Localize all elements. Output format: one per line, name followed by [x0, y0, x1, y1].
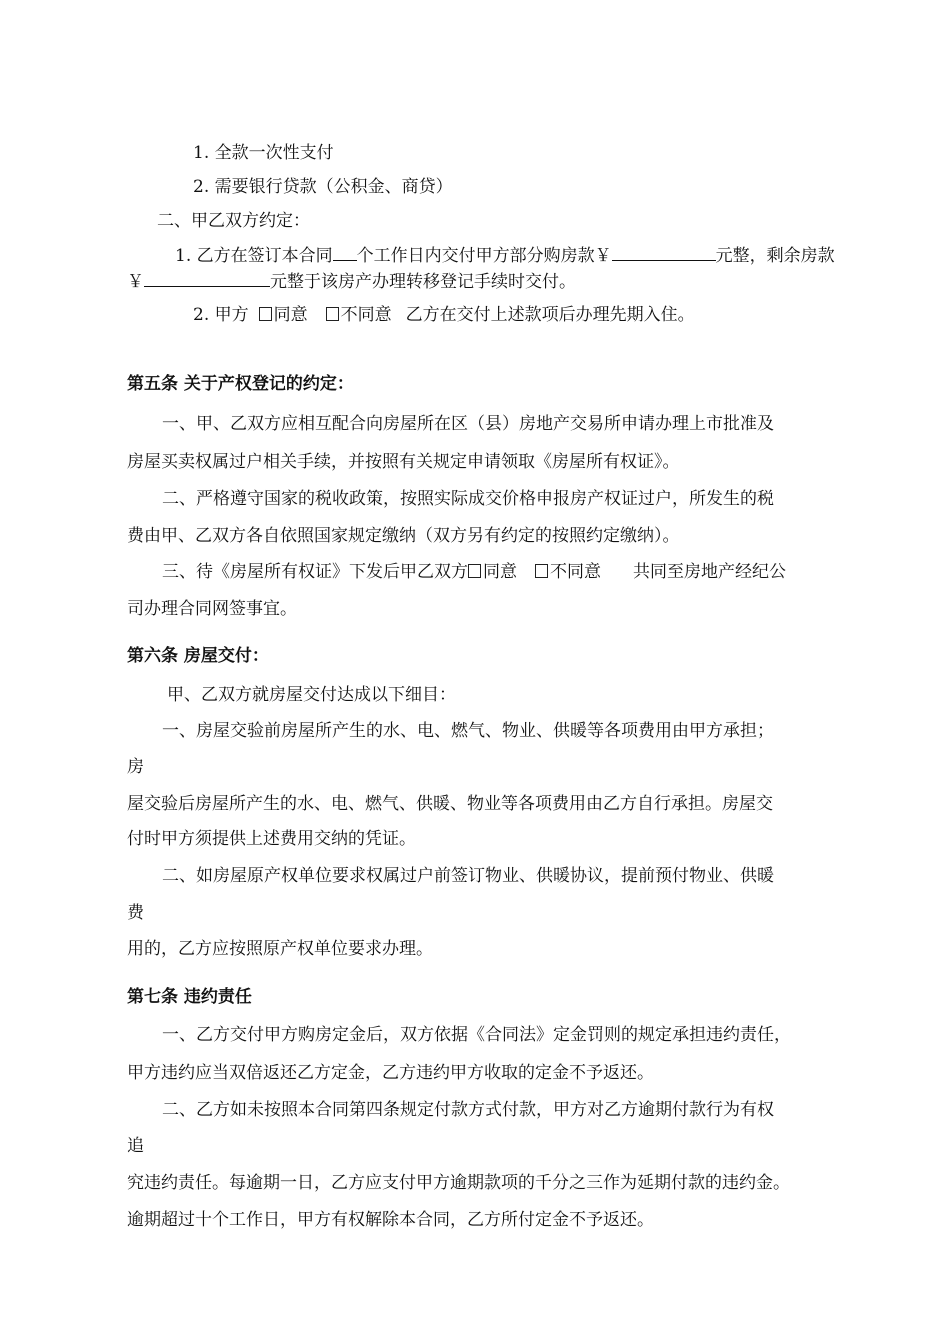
- article6-p1-line3: 屋交验后房屋所产生的水、电、燃气、供暖、物业等各项费用由乙方自行承担。房屋交: [127, 794, 773, 814]
- article7-p1-line1: 一、乙方交付甲方购房定金后，双方依据《合同法》定金罚则的规定承担违约责任，: [162, 1025, 791, 1045]
- article5-heading: 第五条 关于产权登记的约定：: [127, 374, 354, 394]
- article7-heading: 第七条 违约责任: [127, 987, 252, 1007]
- item1-text-c: 元整，剩余房款: [715, 246, 835, 266]
- agree-label: 同意: [483, 562, 517, 582]
- agree-checkbox[interactable]: [468, 564, 481, 578]
- article5-p2-line1: 二、严格遵守国家的税收政策，按照实际成交价格申报房产权证过户，所发生的税: [162, 489, 774, 509]
- article7-p1-line2: 甲方违约应当双倍返还乙方定金，乙方违约甲方收取的定金不予返还。: [127, 1063, 654, 1083]
- article5-p3-line2: 司办理合同网签事宜。: [127, 599, 297, 619]
- workdays-blank: [333, 243, 357, 261]
- article6-p1-line4: 付时甲方须提供上述费用交纳的凭证。: [127, 829, 416, 849]
- article5-p3-line1: [162, 560, 786, 584]
- article5-p1-line2: 房屋买卖权属过户相关手续，并按照有关规定申请领取《房屋所有权证》。: [127, 452, 680, 472]
- section2-title: 二、甲乙双方约定：: [157, 211, 310, 231]
- article6-p1-line1: 一、房屋交验前房屋所产生的水、电、燃气、物业、供暖等各项费用由甲方承担；: [162, 721, 774, 741]
- partial-payment-blank: [612, 243, 716, 261]
- article7-p2-line4: 逾期超过十个工作日，甲方有权解除本合同，乙方所付定金不予返还。: [127, 1210, 654, 1230]
- article6-intro: 甲、乙双方就房屋交付达成以下细目：: [167, 685, 456, 705]
- agree-label: 同意: [273, 305, 308, 325]
- p3-text-a: 三、待《房屋所有权证》下发后甲乙双方: [162, 562, 468, 582]
- article6-p2-line1: 二、如房屋原产权单位要求权属过户前签订物业、供暖协议，提前预付物业、供暖: [162, 866, 774, 886]
- yuan-symbol: ￥: [127, 272, 144, 292]
- item1-text-e: 元整于该房产办理转移登记手续时交付。: [270, 272, 576, 292]
- section2-item1-line2: [127, 269, 576, 294]
- article5-p1-line1: 一、甲、乙双方应相互配合向房屋所在区（县）房地产交易所申请办理上市批准及: [162, 414, 774, 434]
- disagree-checkbox[interactable]: [535, 564, 548, 578]
- item1-text-b: 个工作日内交付甲方部分购房款￥: [356, 246, 612, 266]
- article7-p2-line1: 二、乙方如未按照本合同第四条规定付款方式付款，甲方对乙方逾期付款行为有权: [162, 1100, 774, 1120]
- item1-text-a: 1. 乙方在签订本合同: [175, 246, 333, 266]
- payment-option-1: 1. 全款一次性支付: [193, 143, 334, 163]
- article6-p2-line3: 用的，乙方应按照原产权单位要求办理。: [127, 939, 433, 959]
- disagree-label: 不同意: [340, 305, 392, 325]
- article6-heading: 第六条 房屋交付：: [127, 646, 269, 666]
- disagree-label: 不同意: [550, 562, 601, 582]
- section2-item1-line1: [175, 243, 835, 268]
- payment-option-2: 2. 需要银行贷款（公积金、商贷）: [193, 177, 453, 197]
- article7-p2-line2: 追: [127, 1136, 144, 1156]
- article6-p2-line2: 费: [127, 903, 144, 923]
- item2-text-b: 乙方在交付上述款项后办理先期入住。: [405, 305, 695, 325]
- article5-p2-line2: 费由甲、乙双方各自依照国家规定缴纳（双方另有约定的按照约定缴纳）。: [127, 526, 680, 546]
- agree-checkbox[interactable]: [259, 307, 272, 321]
- article7-p2-line3: 究违约责任。每逾期一日，乙方应支付甲方逾期款项的千分之三作为延期付款的违约金。: [127, 1173, 790, 1193]
- section2-item2: [193, 303, 695, 327]
- item2-text-a: 2. 甲方: [193, 305, 249, 325]
- remaining-payment-blank: [144, 269, 270, 287]
- p3-text-b: 共同至房地产经纪公: [633, 562, 786, 582]
- disagree-checkbox[interactable]: [326, 307, 339, 321]
- article6-p1-line2: 房: [127, 757, 144, 777]
